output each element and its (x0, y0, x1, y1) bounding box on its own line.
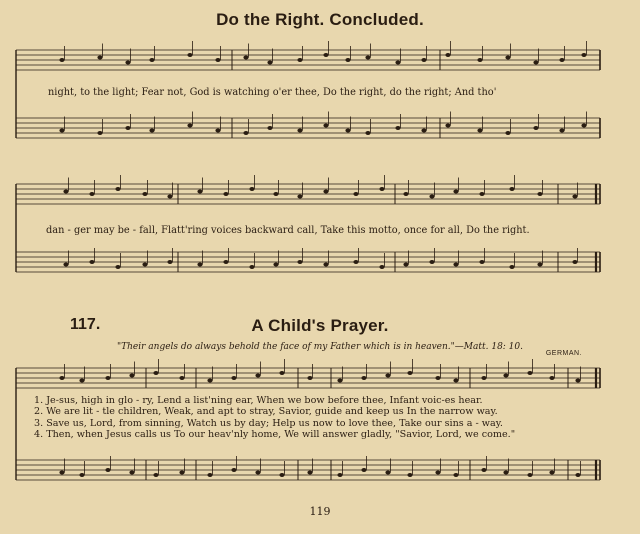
page-number: 119 (309, 505, 331, 518)
hymn-number: 117. (70, 316, 101, 333)
verse-4: 4. Then, when Jesus calls us To our heav'nly home, We will answer gladly, "Savior, Lord, we come." (34, 429, 516, 440)
scripture-epigraph: "Their angels do always behold the face of my Father which is in heaven."—Matt. 18: 10. (116, 342, 523, 352)
composer-credit: GERMAN. (545, 350, 582, 357)
verse-3: 3. Save us, Lord, from sinning, Watch us by day; Help us now to love thee, Take our sins a - way. (34, 418, 503, 429)
verse-2: 2. We are lit - tle children, Weak, and apt to stray, Savior, guide and keep us In the narrow way. (34, 406, 498, 417)
verse-1: 1. Je-sus, high in glo - ry, Lend a list'ning ear, When we bow before thee, Infant voic-es hear. (34, 395, 483, 406)
lyrics-line-2: dan - ger may be - fall, Flatt'ring voices backward call, Take this motto, once for all, Do the right. (46, 225, 530, 236)
lyrics-line-1: night, to the light; Fear not, God is watching o'er thee, Do the right, do the right; And tho' (48, 87, 497, 98)
hymn-title-do-the-right: Do the Right. Concluded. (216, 10, 424, 29)
hymn-title-childs-prayer: A Child's Prayer. (251, 316, 389, 335)
